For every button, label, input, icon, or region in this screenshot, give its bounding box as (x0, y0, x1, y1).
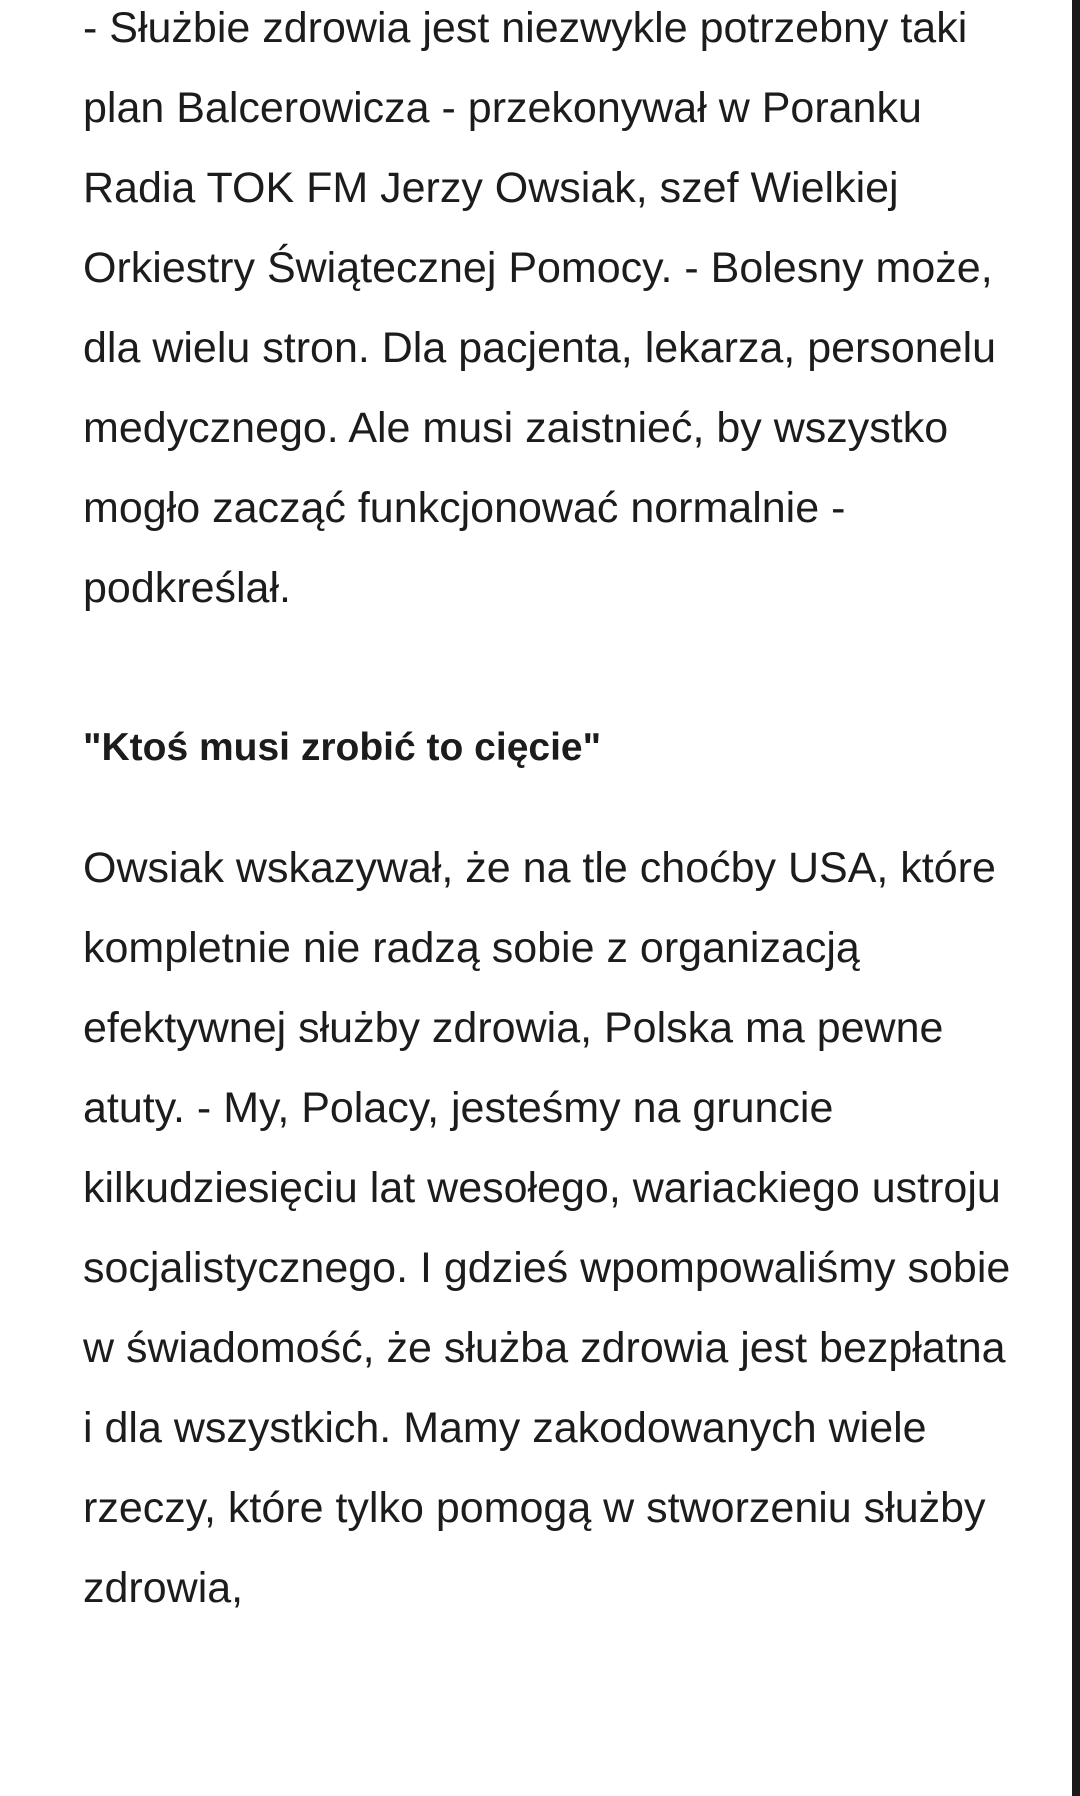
article-paragraph: - Służbie zdrowia jest niezwykle potrzebny taki plan Balcerowicza - przekonywał w Poranku Radia TOK FM Jerzy Owsiak, szef Wielkiej Orkiestry Świątecznej Pomocy. - Bolesny może, dla wielu stron. Dla pacjenta, lekarza, personelu medycznego. Ale musi zaistnieć, by wszystko mogło zacząć funkcjonować normalnie - podkreślał. (83, 4, 997, 612)
article-paragraph: Owsiak wskazywał, że na tle choćby USA, które kompletnie nie radzą sobie z organizacją efektywnej służby zdrowia, Polska ma pewne atuty. - My, Polacy, jesteśmy na gruncie kilkudziesięciu lat wesołego, wariackiego ustroju socjalistycznego. I gdzieś wpompowaliśmy sobie w świadomość, że służba zdrowia jest bezpłatna i dla wszystkich. Mamy zakodowanych wiele rzeczy, które tylko pomogą w stworzeniu służby zdrowia, (83, 844, 1011, 1612)
screen-edge-divider (1072, 0, 1080, 1796)
section-heading: "Ktoś musi zrobić to cięcie" (83, 726, 602, 769)
article-body (83, 0, 1013, 1628)
